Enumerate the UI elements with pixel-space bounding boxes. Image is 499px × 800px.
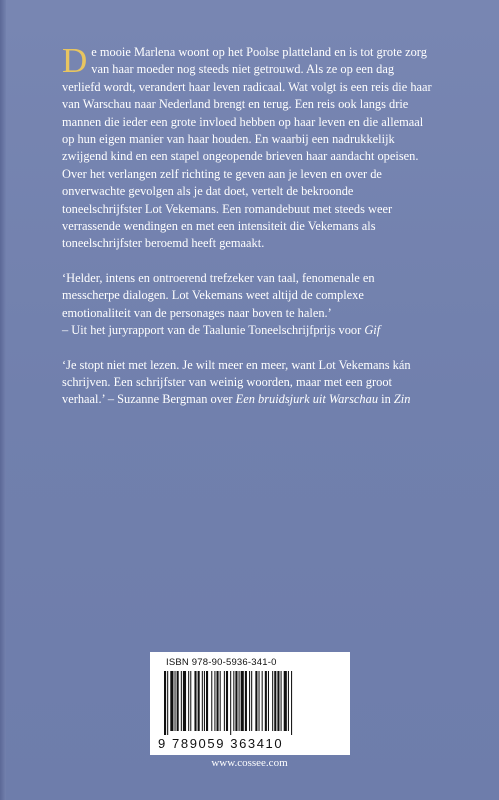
quote-1-source: – Uit het juryrapport van de Taalunie Toneelschrijfprijs voor	[62, 323, 365, 338]
barcode-bar	[281, 671, 282, 731]
barcode-bar	[265, 671, 267, 731]
barcode-bar	[170, 671, 173, 731]
barcode-bar	[164, 671, 166, 735]
quote-2-book-title: Een bruidsjurk uit Warschau	[235, 392, 379, 407]
blurb-paragraph-1	[62, 41, 434, 166]
quote-2-text: ‘Je stopt niet met lezen. Je wilt meer en meer, want Lot Vekemans kán schrijven. Een schrijfster van weinig woorden, maar met een groot verhaal.’ – Suzanne Bergman over	[62, 357, 411, 407]
barcode-bar	[198, 671, 200, 731]
barcode-bar	[277, 671, 279, 731]
barcode-bar	[211, 671, 212, 731]
barcode-bar	[214, 671, 215, 731]
barcode-bar	[233, 671, 234, 731]
quote-1	[62, 270, 434, 340]
barcode-bar	[177, 671, 179, 731]
barcode-bar	[190, 671, 191, 731]
barcode-bar	[291, 671, 292, 735]
barcode-bar	[206, 671, 208, 731]
barcode-bar	[224, 671, 225, 731]
barcode-digits: 9 789059 363410	[158, 736, 284, 751]
barcode-bar	[284, 671, 287, 731]
barcode-bar	[259, 671, 260, 731]
barcode-bar	[239, 671, 240, 731]
barcode-bar	[274, 671, 276, 731]
barcode-bar	[175, 671, 176, 731]
isbn-label: ISBN 978-90-5936-341-0	[166, 657, 277, 668]
barcode-bar	[181, 671, 182, 731]
barcode-bar	[220, 671, 221, 731]
quote-2-mid: in	[378, 392, 394, 407]
barcode-bar	[262, 671, 263, 731]
barcode-bar	[202, 671, 203, 731]
blurb-paragraph-2: Over het verlangen zelf richting te geven aan je leven en over de onverwachte gevolgen als je dat doet, vertelt de bekroonde toneelschrijfster Lot Vekemans. Een romandebuut met steeds weer verrassende wendingen en met een intensiteit die Vekemans als toneelschrijfster beroemd heeft gemaakt.	[62, 166, 393, 251]
barcode-bar	[167, 671, 168, 735]
drop-cap: D	[62, 41, 88, 80]
spine-edge	[0, 0, 6, 800]
barcode-bar	[235, 671, 237, 731]
quote-2-magazine: Zin	[393, 392, 411, 407]
barcode-bar	[245, 671, 247, 731]
barcode-bar	[230, 671, 231, 735]
barcode-bar	[268, 671, 269, 731]
barcode-bar	[217, 671, 219, 731]
barcode-bar	[249, 671, 250, 731]
barcode-bar	[251, 671, 252, 731]
blurb-paragraph-1-text: e mooie Marlena woont op het Poolse platteland en is tot grote zorg van haar moeder nog steeds niet getrouwd. Als ze op een dag verliefd wordt, verandert haar leven radicaal. Wat volgt is een reis die haar van Warschau naar Nederland brengt en terug. Een reis ook langs drie mannen die ieder een grote invloed hebben op haar leven en die allemaal op hun eigen manier van haar houden. En waarbij een nadrukkelijk zwijgend kind en een stapel ongeopende brieven haar aandacht opeisen.	[62, 45, 432, 164]
barcode-bar	[194, 671, 196, 731]
barcode-bar	[272, 671, 273, 731]
barcode-bar	[241, 671, 244, 731]
barcode-bar	[204, 671, 205, 731]
quote-1-text: ‘Helder, intens en ontroerend trefzeker van taal, fenomenale en messcherpe dialogen. Lot Vekemans weet altijd de complexe emotionaliteit van de personages naar boven te halen.’	[62, 270, 375, 320]
barcode-bar	[183, 671, 186, 731]
publisher-website[interactable]: www.cossee.com	[211, 757, 288, 769]
barcode-bar	[188, 671, 189, 731]
barcode-bar	[226, 671, 228, 731]
barcode-label	[150, 652, 350, 755]
blurb-text	[62, 41, 434, 409]
barcode-bar	[255, 671, 257, 731]
barcode-bars	[158, 671, 342, 735]
quote-1-source-title: Gif	[364, 323, 381, 338]
quote-2	[62, 357, 434, 409]
barcode-bar	[288, 671, 289, 731]
